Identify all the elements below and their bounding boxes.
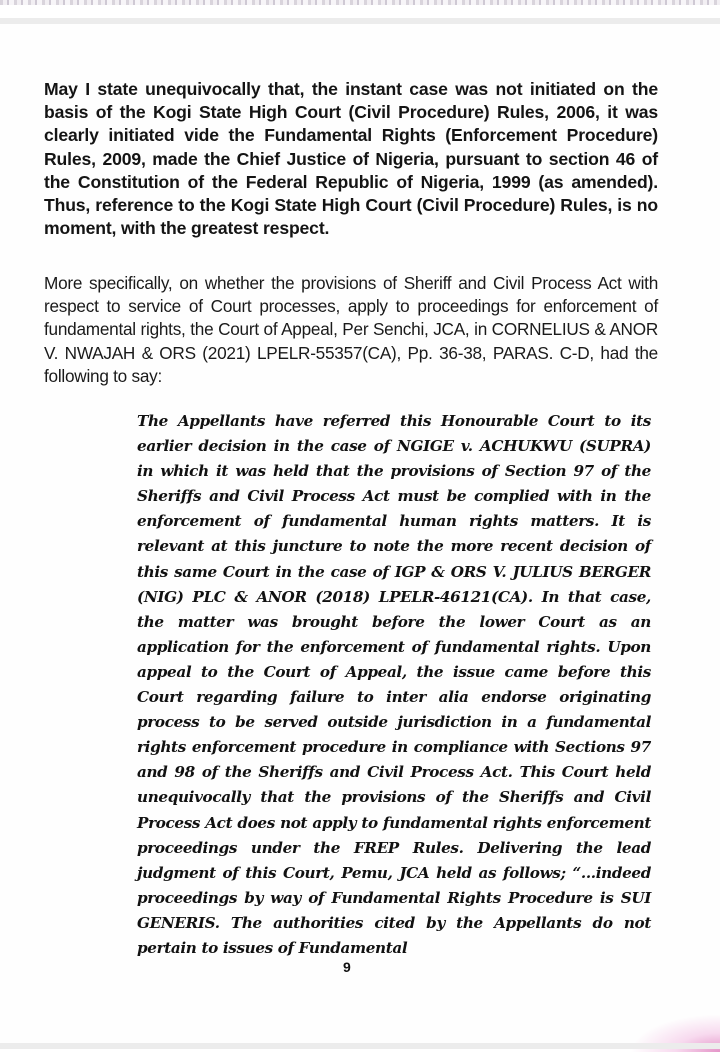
paragraph-specifics: More specifically, on whether the provisions of Sheriff and Civil Process Act with respect to service of Court processes, apply to proceedings for enforcement of fundamental rights, the Court of Appeal, Per Senchi, JCA, in CORNELIUS & ANOR V. NWAJAH & ORS (2021) LPELR-55357(CA), Pp. 36-38, PARAS. C-D, had the following to say: [44, 273, 658, 386]
paragraph-statement: May I state unequivocally that, the instant case was not initiated on the basis of the Kogi State High Court (Civil Procedure) Rules, 2006, it was clearly initiated vide the Fundamental Rights (Enforcement Procedure) Rules, 2009, made the Chief Justice of Nigeria, pursuant to section 46 of the Constitution of the Federal Republic of Nigeria, 1999 (as amended). Thus, reference to the Kogi State High Court (Civil Procedure) Rules, is no moment, with the greatest respect. [44, 79, 658, 239]
page-number: 9 [343, 959, 351, 975]
page-separator-bottom [0, 1043, 720, 1049]
block-quote-judgment: The Appellants have referred this Honourable Court to its earlier decision in the case of NGIGE v. ACHUKWU (SUPRA) in which it was held that the provisions of Section 97 of the Sheriffs and Civil Process Act must be complied with in the enforcement of fundamental human rights matters. It is relevant at this juncture to note the more recent decision of this same Court in the case of IGP & ORS V. JULIUS BERGER (NIG) PLC & ANOR (2018) LPELR-46121(CA). In that case, the matter was brought before the lower Court as an application for the enforcement of fundamental rights. Upon appeal to the Court of Appeal, the issue came before this Court regarding failure to inter alia endorse originating process to be served outside jurisdiction in a fundamental rights enforcement procedure in compliance with Sections 97 and 98 of the Sheriffs and Civil Process Act. This Court held unequivocally that the provisions of the Sheriffs and Civil Process Act does not apply to fundamental rights enforcement proceedings under the FREP Rules. Delivering the lead judgment of this Court, Pemu, JCA held as follows; “...indeed proceedings by way of Fundamental Rights Procedure is SUI GENERIS. The authorities cited by the Appellants do not pertain to issues of Fundamental [137, 412, 651, 957]
scan-edge-artifact [0, 0, 720, 5]
